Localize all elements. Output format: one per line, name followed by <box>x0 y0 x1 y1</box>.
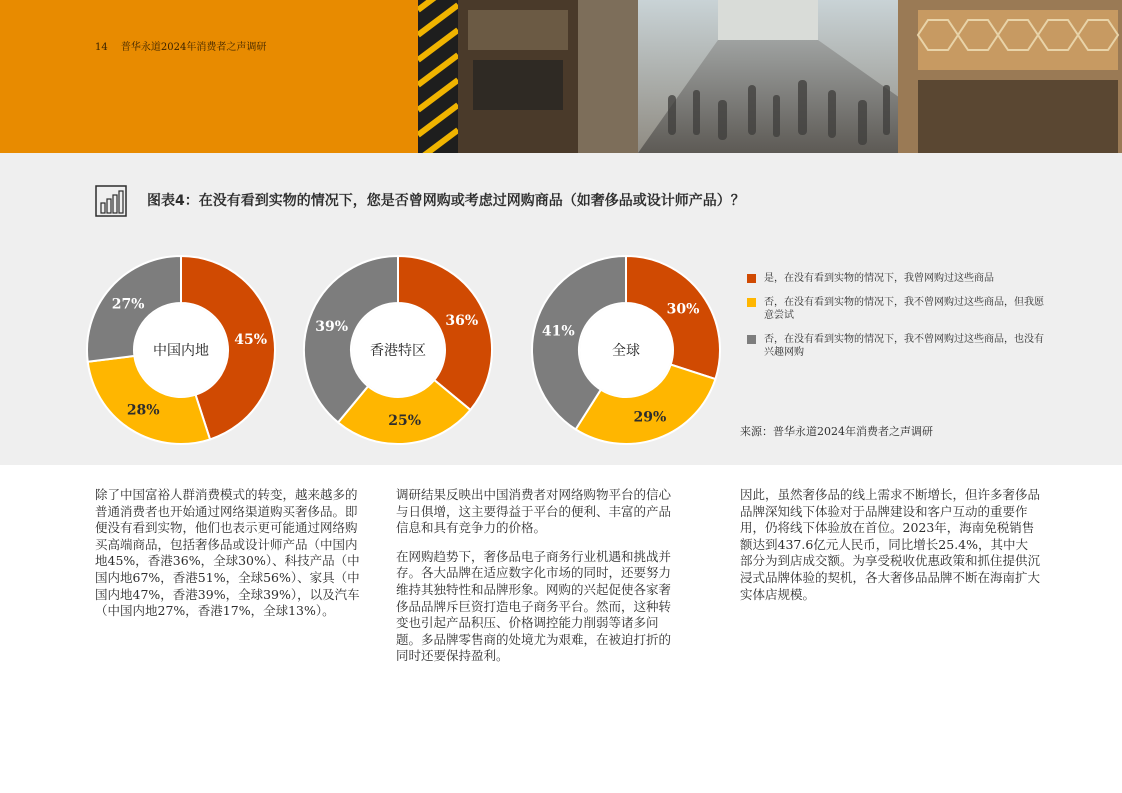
donut-center-label: 中国内地 <box>153 343 209 359</box>
legend-label: 否，在没有看到实物的情况下，我不曾网购过这些商品，但我愿意尝试 <box>764 297 1044 321</box>
legend-label: 否，在没有看到实物的情况下，我不曾网购过这些商品，也没有兴趣网购 <box>764 334 1044 358</box>
legend <box>747 272 1047 370</box>
legend-label: 是，在没有看到实物的情况下，我曾网购过这些商品 <box>764 273 994 284</box>
bar-chart-icon <box>95 185 127 217</box>
legend-swatch-yellow <box>747 298 756 307</box>
shopping-street-image <box>418 0 1122 153</box>
legend-item-willing <box>747 296 1047 322</box>
header-band <box>0 0 418 153</box>
data-label: 41% <box>541 323 575 340</box>
page-number: 14 <box>95 42 108 53</box>
body-column-2 <box>396 487 674 677</box>
figure-title: 图表4：在没有看到实物的情况下，您是否曾网购或考虑过网购商品（如奢侈品或设计师产品）？ <box>147 193 745 209</box>
legend-swatch-orange <box>747 274 756 283</box>
data-label: 39% <box>315 319 349 336</box>
paragraph: 调研结果反映出中国消费者对网络购物平台的信心与日俱增，这主要得益于平台的便利、丰富的产品信息和具有竞争力的价格。 <box>396 487 672 536</box>
data-label: 30% <box>666 301 700 318</box>
body-column-3 <box>740 487 1040 615</box>
donut-center-label: 全球 <box>612 343 640 359</box>
data-label: 29% <box>633 409 667 426</box>
legend-item-not-interested <box>747 333 1047 359</box>
paragraph: 在网购趋势下，奢侈品电子商务行业机遇和挑战并存。各大品牌在适应数字化市场的同时，还要努力维持其独特性和品牌形象。网购的兴起促使各家奢侈品品牌斥巨资打造电子商务平台。然而，这种转变也引起产品积压、价格调控能力削弱等诸多问题。多品牌零售商的处境尤为艰难，在被迫打折的同时还要保持盈利。 <box>396 548 672 664</box>
figure-source: 来源：普华永道2024年消费者之声调研 <box>740 425 933 438</box>
running-header <box>95 38 266 53</box>
body-column-1 <box>95 487 367 632</box>
paragraph: 除了中国富裕人群消费模式的转变，越来越多的普通消费者也开始通过网络渠道购买奢侈品。即便没有看到实物，他们也表示更可能通过网络购买高端商品，包括奢侈品或设计师产品（中国内地45%，香港36%，全球30%）、科技产品（中国内地67%，香港51%，全球56%）、家具（中国内地47%，香港39%，全球39%），以及汽车（中国内地27%，香港17%，全球13%）。 <box>95 487 360 619</box>
paragraph: 因此，虽然奢侈品的线上需求不断增长，但许多奢侈品品牌深知线下体验对于品牌建设和客户互动的重要作用，仍将线下体验放在首位。2023年，海南免税销售额达到437.6亿元人民币，同比增长25.4%，其中大部分为到店成交额。为享受税收优惠政策和抓住提供沉浸式品牌体验的契机，各大奢侈品品牌不断在海南扩大实体店规模。 <box>740 487 1041 602</box>
data-label: 27% <box>111 296 145 313</box>
header-photo <box>418 0 1122 153</box>
legend-swatch-grey <box>747 335 756 344</box>
data-label: 45% <box>234 331 268 348</box>
donut-charts <box>0 240 740 460</box>
running-title: 普华永道2024年消费者之声调研 <box>120 42 267 53</box>
data-label: 25% <box>388 413 422 430</box>
legend-item-yes <box>747 272 1047 285</box>
data-label: 28% <box>126 402 160 419</box>
data-label: 36% <box>445 312 479 329</box>
donut-center-label: 香港特区 <box>370 343 426 359</box>
